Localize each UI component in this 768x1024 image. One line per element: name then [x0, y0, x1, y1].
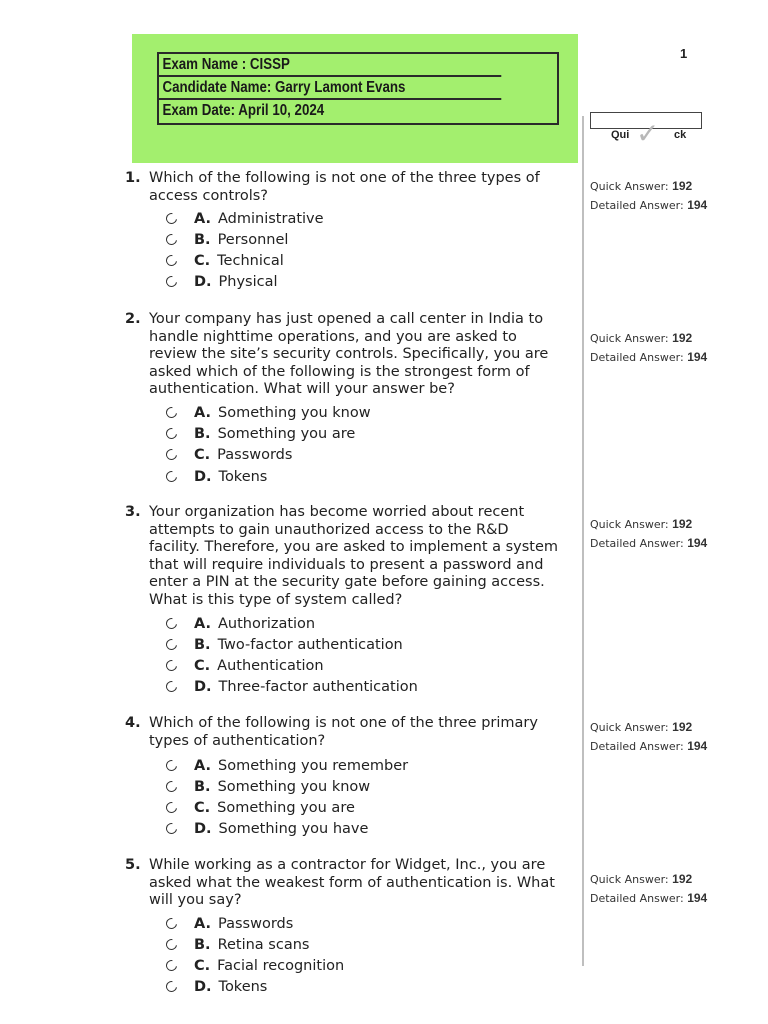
question-number: 4. [125, 715, 141, 731]
option-letter: B. [194, 637, 211, 653]
question-number: 3. [125, 504, 141, 520]
option-text: Something you remember [218, 758, 409, 774]
option-c[interactable] [166, 251, 284, 271]
option-letter: D. [194, 821, 212, 837]
option-c[interactable] [166, 445, 292, 465]
exam-info-table [157, 52, 559, 125]
option-c[interactable] [166, 956, 344, 976]
option-letter: A. [194, 211, 211, 227]
option-text: Authorization [218, 616, 316, 632]
radio-icon[interactable] [164, 447, 179, 462]
option-text: Something you know [218, 405, 371, 421]
option-letter: D. [194, 274, 212, 290]
detailed-answer-label: Detailed Answer: [590, 351, 684, 364]
option-text: Two-factor authentication [217, 637, 403, 653]
question-number: 5. [125, 857, 141, 873]
question-number: 1. [125, 170, 141, 186]
option-letter: B. [194, 779, 211, 795]
option-letter: D. [194, 679, 212, 695]
option-letter: A. [194, 616, 211, 632]
radio-icon[interactable] [164, 426, 179, 441]
option-text: Physical [218, 274, 278, 290]
answer-refs-2 [590, 329, 707, 367]
option-letter: B. [194, 426, 211, 442]
radio-icon[interactable] [164, 637, 179, 652]
radio-icon[interactable] [164, 616, 179, 631]
option-letter: C. [194, 958, 211, 974]
question-text: Which of the following is not one of the three primary types of authentication? [149, 715, 538, 749]
question-text: Your company has just opened a call center in India to handle nighttime operations, and you are asked to review the site’s security controls. Specifically, you are asked which of the following is the strongest form of authentication. What will your answer be? [149, 311, 549, 397]
option-b[interactable] [166, 935, 309, 955]
option-d[interactable] [166, 677, 418, 697]
option-letter: D. [194, 469, 212, 485]
option-letter: B. [194, 937, 211, 953]
option-a[interactable] [166, 209, 324, 229]
option-text: Tokens [218, 469, 268, 485]
radio-icon[interactable] [164, 937, 179, 952]
option-d[interactable] [166, 977, 267, 997]
question-text: Which of the following is not one of the three types of access controls? [149, 170, 540, 204]
option-b[interactable] [166, 230, 288, 250]
quick-answer-label: Quick Answer: [590, 518, 669, 531]
option-text: Passwords [218, 916, 294, 932]
quick-answer-page[interactable]: 192 [672, 179, 693, 193]
option-a[interactable] [166, 756, 408, 776]
exam-date: Exam Date: April 10, 2024 [162, 102, 325, 119]
radio-icon[interactable] [164, 469, 179, 484]
quick-check-label-right: ck [674, 129, 687, 141]
answer-refs-4 [590, 718, 707, 756]
option-letter: C. [194, 447, 211, 463]
radio-icon[interactable] [164, 979, 179, 994]
option-c[interactable] [166, 656, 324, 676]
option-text: Passwords [217, 447, 293, 463]
radio-icon[interactable] [164, 916, 179, 931]
option-text: Facial recognition [217, 958, 345, 974]
detailed-answer-label: Detailed Answer: [590, 199, 684, 212]
quick-answer-label: Quick Answer: [590, 332, 669, 345]
option-letter: C. [194, 800, 211, 816]
quick-answer-page[interactable]: 192 [672, 517, 693, 531]
option-text: Something you know [217, 779, 371, 795]
option-letter: D. [194, 979, 212, 995]
option-text: Something you are [217, 426, 356, 442]
answer-refs-1 [590, 177, 707, 215]
option-text: Something you have [218, 821, 369, 837]
question-text: Your organization has become worried about recent attempts to gain unauthorized access to the R&D facility. Therefore, you are asked to implement a system that will require individuals to present a password and enter a PIN at the security gate before gaining access. What is this type of system called? [149, 504, 559, 608]
option-letter: C. [194, 658, 211, 674]
option-a[interactable] [166, 403, 371, 423]
detailed-answer-page[interactable]: 194 [687, 350, 708, 364]
question-text: While working as a contractor for Widget, Inc., you are asked what the weakest form of authentication is. What will you say? [149, 857, 555, 908]
detailed-answer-page[interactable]: 194 [687, 198, 708, 212]
question-number: 2. [125, 311, 141, 327]
option-b[interactable] [166, 424, 355, 444]
option-letter: A. [194, 405, 211, 421]
option-a[interactable] [166, 914, 293, 934]
detailed-answer-page[interactable]: 194 [687, 891, 708, 905]
quick-answer-page[interactable]: 192 [672, 331, 693, 345]
radio-icon[interactable] [164, 779, 179, 794]
option-c[interactable] [166, 798, 355, 818]
radio-icon[interactable] [164, 211, 179, 226]
option-text: Something you are [217, 800, 355, 816]
option-b[interactable] [166, 777, 370, 797]
option-b[interactable] [166, 635, 403, 655]
detailed-answer-label: Detailed Answer: [590, 892, 684, 905]
option-d[interactable] [166, 819, 368, 839]
radio-icon[interactable] [164, 958, 179, 973]
option-letter: A. [194, 758, 211, 774]
option-letter: B. [194, 232, 211, 248]
checkmark-icon: ✓ [636, 117, 660, 150]
quick-answer-label: Quick Answer: [590, 180, 669, 193]
radio-icon[interactable] [164, 821, 179, 836]
page-number: 1 [680, 46, 688, 61]
option-a[interactable] [166, 614, 315, 634]
answer-refs-5 [590, 870, 707, 908]
option-text: Personnel [217, 232, 289, 248]
detailed-answer-page[interactable]: 194 [687, 536, 708, 550]
column-divider [582, 116, 584, 966]
answer-refs-3 [590, 515, 707, 553]
radio-icon[interactable] [164, 274, 179, 289]
option-text: Authentication [217, 658, 324, 674]
option-text: Three-factor authentication [218, 679, 418, 695]
radio-icon[interactable] [164, 232, 179, 247]
radio-icon[interactable] [164, 679, 179, 694]
quick-answer-label: Quick Answer: [590, 721, 669, 734]
option-d[interactable] [166, 272, 278, 292]
option-text: Retina scans [217, 937, 310, 953]
radio-icon[interactable] [164, 253, 179, 268]
radio-icon[interactable] [164, 405, 179, 420]
option-text: Technical [217, 253, 284, 269]
radio-icon[interactable] [164, 658, 179, 673]
exam-header [132, 34, 578, 163]
quick-answer-page[interactable]: 192 [672, 872, 693, 886]
option-text: Tokens [218, 979, 268, 995]
option-letter: A. [194, 916, 211, 932]
quick-check-label-left: Qui [611, 129, 630, 141]
option-letter: C. [194, 253, 211, 269]
candidate-name: Candidate Name: Garry Lamont Evans [159, 77, 501, 100]
quick-answer-page[interactable]: 192 [672, 720, 693, 734]
detailed-answer-page[interactable]: 194 [687, 739, 708, 753]
radio-icon[interactable] [164, 800, 179, 815]
quick-answer-label: Quick Answer: [590, 873, 669, 886]
detailed-answer-label: Detailed Answer: [590, 537, 684, 550]
detailed-answer-label: Detailed Answer: [590, 740, 684, 753]
option-text: Administrative [218, 211, 324, 227]
option-d[interactable] [166, 467, 267, 487]
radio-icon[interactable] [164, 758, 179, 773]
exam-name: Exam Name : CISSP [159, 54, 501, 77]
